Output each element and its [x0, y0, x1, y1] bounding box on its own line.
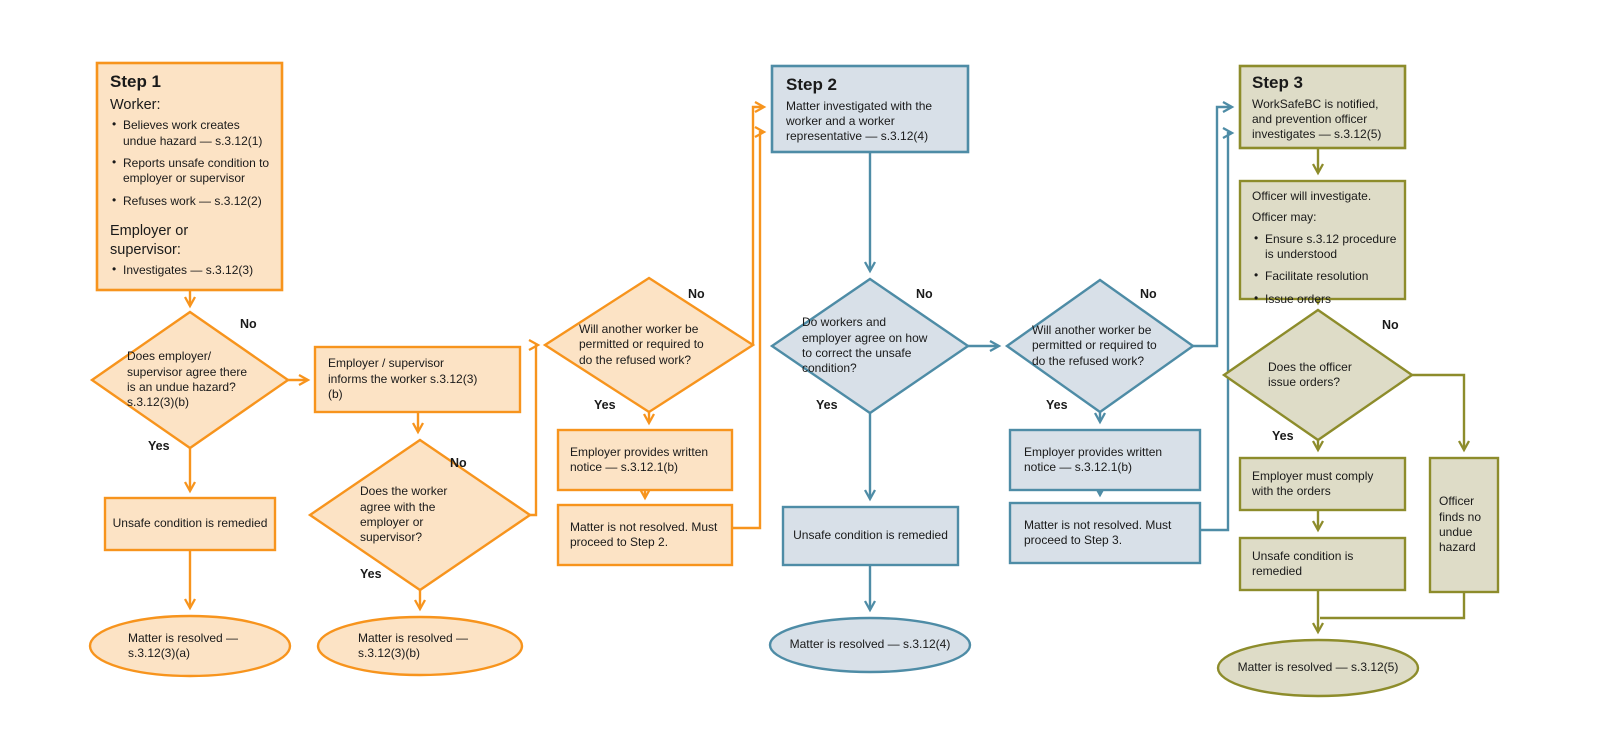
connector-not-resolved-to-step2 [732, 132, 764, 528]
notice1-box-text: Employer provides written notice — s.3.12.1(b) [570, 444, 709, 474]
informs-box-text: Employer / supervisor informs the worker s.3.12(3)(b) [328, 356, 478, 402]
hazard-no-label: No [240, 317, 257, 331]
officer-line1: Officer will investigate. [1252, 189, 1372, 203]
list-item: • Investigates — s.3.12(3) [123, 263, 272, 278]
connector-another-worker2-no-to-step3 [1193, 107, 1232, 346]
remedied3-box-text: Unsafe condition is remedied [1252, 548, 1354, 578]
step3-box-content [1252, 72, 1398, 143]
officer-line2: Officer may: [1252, 210, 1317, 225]
step1-worker-heading: Worker: [110, 96, 161, 113]
list-item: • Reports unsafe condition to employer or supervisor [123, 156, 272, 187]
hazard-yes-label: Yes [148, 439, 170, 453]
another-worker2-no-label: No [1140, 287, 1157, 301]
list-item: • Believes work creates undue hazard — s.3.12(1) [123, 118, 272, 149]
step2-box-content [786, 74, 958, 145]
step1-worker-bullets [110, 118, 272, 209]
list-item: • Issue orders [1265, 292, 1398, 307]
agree-correct-no-label: No [916, 287, 933, 301]
comply-box-text: Employer must comply with the orders [1252, 468, 1374, 498]
list-item: • Refuses work — s.3.12(2) [123, 194, 272, 209]
no-hazard-box-text: Officer finds no undue hazard [1439, 494, 1482, 555]
step1-box-content [110, 71, 272, 286]
worker-agree-no-label: No [450, 456, 467, 470]
step1-employer-bullets [110, 263, 272, 278]
resolved4-ellipse-text: Matter is resolved — s.3.12(4) [789, 637, 951, 652]
connector-no-hazard-merge [1320, 592, 1464, 618]
another-worker-no-label: No [688, 287, 705, 301]
agree-correct-yes-label: Yes [816, 398, 838, 412]
hazard-decision-text: Does employer/ supervisor agree there is an undue hazard? s.3.12(3)(b) [127, 349, 248, 410]
resolved-a-ellipse-text: Matter is resolved — s.3.12(3)(a) [128, 630, 239, 660]
another-worker2-yes-label: Yes [1046, 398, 1068, 412]
orders-no-label: No [1382, 318, 1399, 332]
worker-agree-yes-label: Yes [360, 567, 382, 581]
step3-intro: WorkSafeBC is notified, and prevention officer investigates — s.3.12(5) [1252, 96, 1382, 142]
not-resolved1-box-text: Matter is not resolved. Must proceed to Step 2. [570, 519, 718, 549]
another-worker-decision-text: Will another worker be permitted or required to do the refused work? [579, 321, 704, 367]
agree-correct-decision-text: Do workers and employer agree on how to correct the unsafe condition? [802, 315, 928, 376]
step2-title: Step 2 [786, 75, 838, 94]
resolved-b-ellipse-text: Matter is resolved — s.3.12(3)(b) [358, 630, 469, 660]
orders-yes-label: Yes [1272, 429, 1294, 443]
list-item: • Ensure s.3.12 procedure is understood [1265, 232, 1398, 263]
officer-box-content [1252, 189, 1398, 307]
step1-employer-heading: Employer or supervisor: [110, 223, 189, 258]
step2-intro: Matter investigated with the worker and a worker representative — s.3.12(4) [786, 98, 933, 144]
step3-title: Step 3 [1252, 73, 1304, 92]
worker-agree-decision-text: Does the worker agree with the employer or supervisor? [360, 484, 448, 545]
another-worker2-decision-text: Will another worker be permitted or required to do the refused work? [1032, 322, 1157, 368]
list-item: • Facilitate resolution [1265, 269, 1398, 284]
step1-title: Step 1 [110, 72, 162, 91]
notice2-box-text: Employer provides written notice — s.3.12.1(b) [1024, 444, 1163, 474]
remedied2-box-text: Unsafe condition is remedied [793, 528, 948, 543]
officer-bullets [1252, 232, 1398, 307]
resolved5-ellipse-text: Matter is resolved — s.3.12(5) [1237, 660, 1399, 675]
connector-worker-agree-no-to-another-worker-decision [530, 345, 538, 515]
connector-another-worker-no-to-step2 [753, 107, 764, 345]
connector-orders-no-to-no-hazard [1412, 375, 1464, 450]
another-worker-yes-label: Yes [594, 398, 616, 412]
orders-decision-text: Does the officer issue orders? [1268, 359, 1352, 389]
not-resolved2-box-text: Matter is not resolved. Must proceed to Step 3. [1024, 517, 1172, 547]
remedied1-box-text: Unsafe condition is remedied [112, 516, 268, 531]
